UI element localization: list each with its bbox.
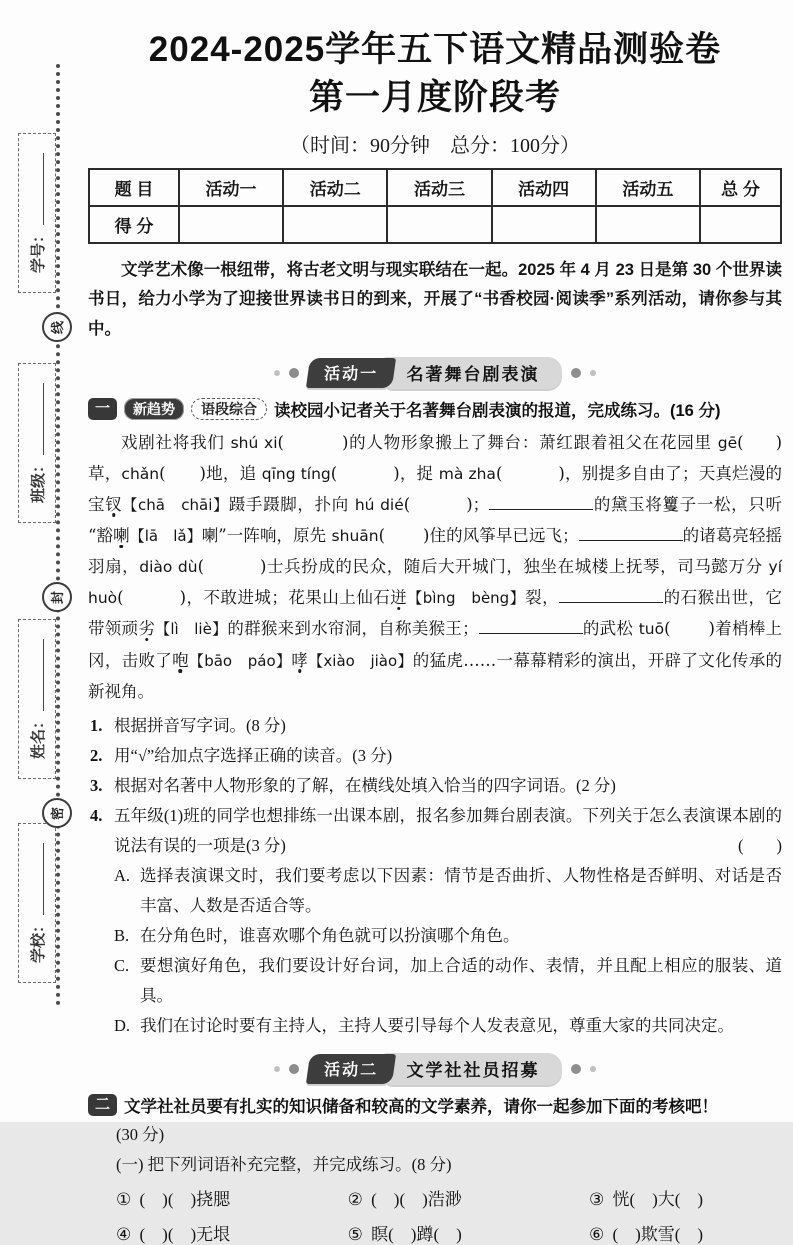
name-field xyxy=(18,619,56,779)
seal-char-mi: 密 xyxy=(42,798,72,828)
time-score-subtitle: （时间：90分钟 总分：100分） xyxy=(290,134,580,157)
score-header-cell: 活动一 xyxy=(179,169,283,206)
name-write-line xyxy=(31,639,44,711)
section2-score: (30 分) xyxy=(116,1124,165,1144)
student-id-label: 学号： xyxy=(30,228,47,274)
score-header-cell: 总 分 xyxy=(700,169,781,206)
banner-dot-icon xyxy=(289,1064,299,1074)
school-field xyxy=(18,823,56,983)
activity1-title: 名著舞台剧表演 xyxy=(383,357,562,389)
score-header-cell: 活动五 xyxy=(596,169,700,206)
activity2-title: 文学社社员招募 xyxy=(383,1053,562,1085)
score-cell-empty xyxy=(700,206,781,243)
word-item-5: ⑤ 瞑( )蹲( ) xyxy=(347,1224,462,1244)
word-item-2: ② ( )( )浩渺 xyxy=(347,1189,462,1209)
score-cell-empty xyxy=(283,206,387,243)
seal-char-feng: 封 xyxy=(42,582,72,612)
activity2-tab: 活动二 xyxy=(306,1054,396,1084)
banner-dot-icon xyxy=(289,368,299,378)
seal-char-xian: 线 xyxy=(42,312,72,342)
banner-dot-icon xyxy=(571,368,581,378)
subsection-heading: (一) 把下列词语补充完整，并完成练习。(8 分) xyxy=(116,1154,452,1174)
option-d: D. 我们在讨论时要有主持人，主持人要引导每个人发表意见，尊重大家的共同决定。 xyxy=(114,1015,734,1035)
score-table-header-row xyxy=(89,169,781,206)
option-b: B. 在分角色时，谁喜欢哪个角色就可以扮演哪个角色。 xyxy=(114,925,520,945)
score-header-cell: 活动四 xyxy=(492,169,596,206)
answer-parentheses: ( ) xyxy=(738,835,782,855)
points-row-label: 得 分 xyxy=(89,206,179,243)
section2-instruction: 文学社社员要有扎实的知识储备和较高的文学素养，请你一起参加下面的考核吧！ xyxy=(124,1097,719,1116)
score-cell-empty xyxy=(179,206,283,243)
reading-passage: 戏剧社将我们 shú xi( )的人物形象搬上了舞台：萧红跟着祖父在花园里 gē( )草，chǎn( )地，追 qīng tíng( )，捉 mà zha( )，别提多自由了；天真烂漫的宝钗【chā chāi】蹑手蹑脚，扑向 hú dié( )； 的黛玉将籰子一松，只听“豁喇【lā lǎ】喇”一阵响，原先 shuān( )住的风筝早已远飞； 的诸葛亮轻摇羽扇，diào dù( )士兵扮成的民众，随后大开城门，独坐在城楼上抚琴，司马懿万分 yí huò( )，不敢进城；花果山上仙石迸【bìng bèng】裂， 的石猴出世，它带领顽劣【lì liè】的群猴来到水帘洞，自称美猴王； 的武松 tuō( )着梢棒上冈，击败了咆【bāo páo】哮【xiào jiào】的猛虎……一幕幕精彩的演出，开辟了文化传承的新视角。 xyxy=(88,432,783,701)
new-trend-badge: 新趋势 xyxy=(124,398,184,420)
question-2: 2. 用“√”给加点字选择正确的读音。(3 分) xyxy=(90,745,393,765)
score-cell-empty xyxy=(387,206,491,243)
section2-heading xyxy=(88,1093,782,1117)
banner-dot-icon xyxy=(571,1064,581,1074)
question-list xyxy=(88,711,782,1041)
banner-dot-icon xyxy=(274,1066,280,1072)
score-table xyxy=(88,168,782,244)
score-header-cell: 活动三 xyxy=(387,169,491,206)
paper-title-line2: 第一月度阶段考 xyxy=(308,78,561,118)
banner-dot-icon xyxy=(590,1066,596,1072)
seal-dotted-line xyxy=(56,64,60,1006)
student-id-write-line xyxy=(31,153,44,225)
question-4: 4. 五年级(1)班的同学也想排练一出课本剧，报名参加舞台剧表演。下列关于怎么表演课本剧的说法有误的一项是(3 分) ( ) xyxy=(88,801,782,861)
class-label: 班级： xyxy=(30,458,47,504)
intro-paragraph: 文学艺术像一根纽带，将古老文明与现实联结在一起。2025 年 4 月 23 日是第 30 个世界读书日，给力小学为了迎接世界读书日的到来，开展了“书香校园·阅读季”系列活动，请你参与其中。 xyxy=(88,260,782,338)
word-item-3: ③ 恍( )大( ) xyxy=(588,1189,704,1209)
class-write-line xyxy=(31,383,44,455)
school-write-line xyxy=(31,843,44,915)
activity1-tab: 活动一 xyxy=(306,358,396,388)
activity1-banner xyxy=(88,357,782,389)
banner-dot-icon xyxy=(590,370,596,376)
school-label: 学校： xyxy=(30,918,47,964)
passage-synthesis-badge: 语段综合 xyxy=(191,398,267,420)
score-cell-empty xyxy=(492,206,596,243)
word-item-6: ⑥ ( )欺雪( ) xyxy=(588,1224,704,1244)
section1-instruction: 读校园小记者关于名著舞台剧表演的报道，完成练习。(16 分) xyxy=(274,401,721,420)
score-table-points-row xyxy=(89,206,781,243)
section1-number-badge: 一 xyxy=(88,398,117,420)
question-1: 1. 根据拼音写字词。(8 分) xyxy=(90,715,286,735)
option-c: C. 要想演好角色，我们要设计好台词，加上合适的动作、表情，并且配上相应的服装、道具。 xyxy=(114,955,782,1005)
section2-number-badge: 二 xyxy=(88,1094,117,1116)
banner-dot-icon xyxy=(274,370,280,376)
section1-heading xyxy=(88,397,782,421)
word-item-1: ① ( )( )挠腮 xyxy=(116,1189,231,1209)
paper-title-line1: 2024-2025学年五下语文精品测验卷 xyxy=(148,30,722,69)
score-cell-empty xyxy=(596,206,700,243)
word-item-4: ④ ( )( )无垠 xyxy=(116,1224,231,1244)
main-content xyxy=(88,26,782,1245)
class-field xyxy=(18,363,56,523)
score-header-cell: 题 目 xyxy=(89,169,179,206)
score-header-cell: 活动二 xyxy=(283,169,387,206)
question-3: 3. 根据对名著中人物形象的了解，在横线处填入恰当的四字词语。(2 分) xyxy=(90,775,616,795)
word-completion-grid xyxy=(88,1185,782,1245)
student-id-field xyxy=(18,133,56,293)
activity2-banner xyxy=(88,1053,782,1085)
option-a: A. 选择表演课文时，我们要考虑以下因素：情节是否曲折、人物性格是否鲜明、对话是否丰富、人数是否适合等。 xyxy=(114,865,782,915)
name-label: 姓名： xyxy=(30,714,47,760)
